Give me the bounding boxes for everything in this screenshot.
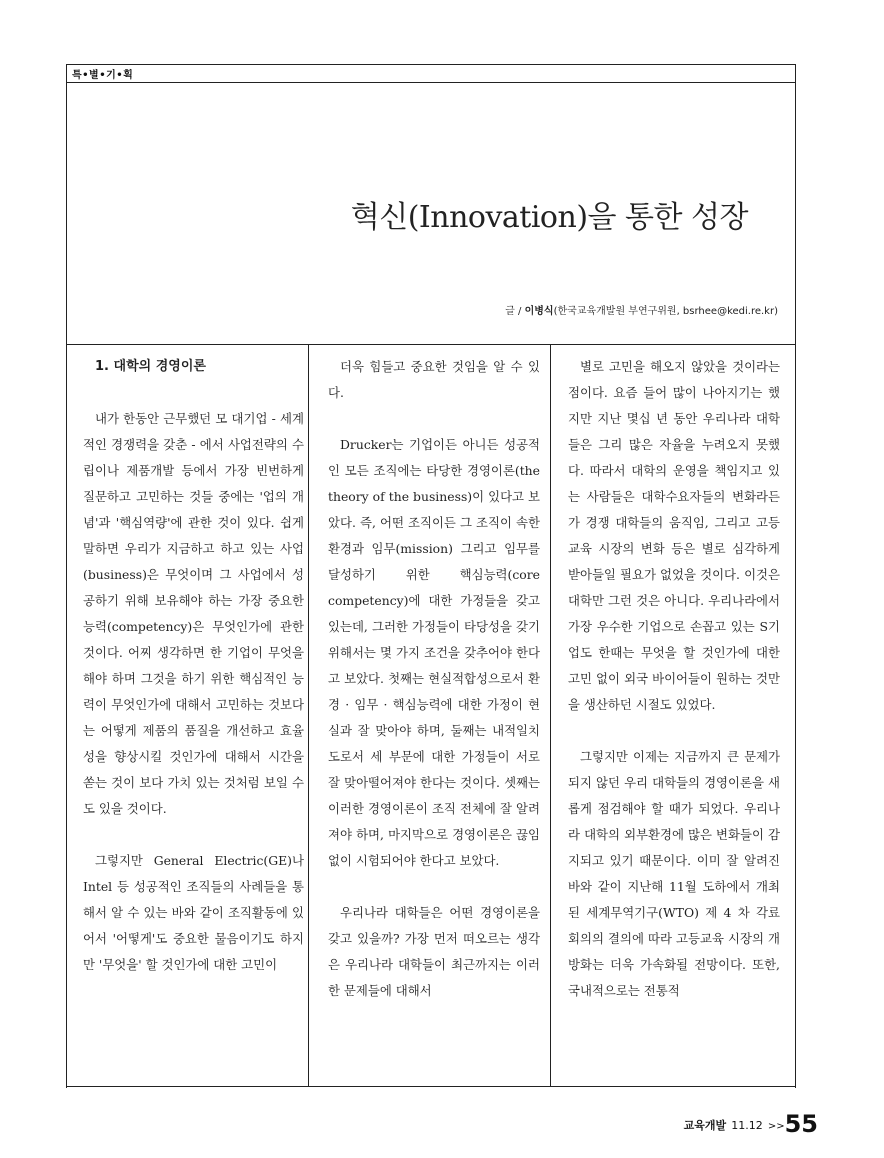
frame-bottom-rule <box>66 1086 796 1087</box>
article-title: 혁신(Innovation)을 통한 성장 <box>350 200 748 235</box>
byline-prefix: 글 / <box>505 306 525 317</box>
paragraph: 내가 한동안 근무했던 모 대기업 - 세계적인 경쟁력을 갖춘 - 에서 사업전략의 수립이나 제품개발 등에서 가장 빈번하게 질문하고 고민하는 것들 중에는 '업의 개념'과 '핵심역량'에 관한 것이 있다. 쉽게 말하면 우리가 지금하고 하고 있는 사업(business)은 무엇이며 그 사업에서 성공하기 위해 보유해야 하는 가장 중요한 능력(competency)은 무엇인가에 관한 것이다. 어찌 생각하면 한 기업이 무엇을 해야 하며 그것을 하기 위한 핵심적인 능력이 무엇인가에 대해서 고민하는 것보다는 어떻게 제품의 품질을 개선하고 효율성을 향상시킬 것인가에 대해서 시간을 쏟는 것이 보다 가치 있는 것처럼 보일 수도 있을 것이다. <box>83 411 304 816</box>
section-heading: 1. 대학의 경영이론 <box>95 359 206 374</box>
article-column-1 <box>83 354 304 978</box>
column-divider-1 <box>308 344 309 1086</box>
page-number: 55 <box>784 1110 818 1138</box>
magazine-name: 교육개발 <box>683 1119 727 1132</box>
paragraph: 그렇지만 General Electric(GE)나 Intel 등 성공적인 조직들의 사례들을 통해서 알 수 있는 바와 같이 조직활동에 있어서 '어떻게'도 중요한 물음이기도 하지만 '무엇을' 할 것인가에 대한 고민이 <box>83 853 304 972</box>
frame-top-rule <box>66 64 796 65</box>
paragraph: 더욱 힘들고 중요한 것임을 알 수 있다. <box>328 359 540 400</box>
header-bottom-rule <box>66 344 796 345</box>
paragraph: 그렇지만 이제는 지금까지 큰 문제가 되지 않던 우리 대학들의 경영이론을 새롭게 점검해야 할 때가 되었다. 우리나라 대학의 외부환경에 많은 변화들이 감지되고 있기 때문이다. 이미 잘 알려진 바와 같이 지난해 11월 도하에서 개최된 세계무역기구(WTO) 제 4 차 각료회의의 결의에 따라 고등교육 시장의 개방화는 더욱 가속화될 전망이다. 또한, 국내적으로는 전통적 <box>568 749 780 998</box>
section-tag-rule <box>66 82 796 83</box>
arrows-glyph: >> <box>767 1121 785 1132</box>
paragraph: 우리나라 대학들은 어떤 경영이론을 갖고 있을까? 가장 먼저 떠오르는 생각은 우리나라 대학들이 최근까지는 이러한 문제들에 대해서 <box>328 905 540 998</box>
article-column-3 <box>568 354 780 1004</box>
byline-author: 이병식 <box>524 306 554 317</box>
page-footer <box>684 1110 818 1138</box>
issue-number: 11.12 <box>731 1119 763 1132</box>
byline <box>505 302 778 317</box>
frame-left-rule <box>66 64 67 1088</box>
page-frame <box>66 64 796 1088</box>
byline-affiliation: (한국교육개발원 부연구위원, bsrhee@kedi.re.kr) <box>553 306 778 317</box>
article-column-2 <box>328 354 540 1004</box>
column-divider-2 <box>550 344 551 1086</box>
paragraph: Drucker는 기업이든 아니든 성공적인 모든 조직에는 타당한 경영이론(the theory of the business)이 있다고 보았다. 즉, 어떤 조직이든 그 조직이 속한 환경과 임무(mission) 그리고 임무를 달성하기 위한 핵심능력(core competency)에 대한 가정들을 갖고 있는데, 그러한 가정들이 타당성을 갖기 위해서는 몇 가지 조건을 갖추어야 한다고 보았다. 첫째는 현실적합성으로서 환경 · 임무 · 핵심능력에 대한 가정이 현실과 잘 맞아야 하며, 둘째는 내적일치도로서 세 부문에 대한 가정들이 서로 잘 맞아떨어져야 한다는 것이다. 셋째는 이러한 경영이론이 조직 전체에 잘 알려져야 하며, 마지막으로 경영이론은 끊임없이 시험되어야 한다고 보았다. <box>328 437 540 868</box>
frame-right-rule <box>795 64 796 1088</box>
paragraph: 별로 고민을 해오지 않았을 것이라는 점이다. 요즘 들어 많이 나아지기는 했지만 지난 몇십 년 동안 우리나라 대학들은 그리 많은 자율을 누려오지 못했다. 따라서 대학의 운영을 책임지고 있는 사람들은 대학수요자들의 변화라든가 경쟁 대학들의 움직임, 그리고 고등교육 시장의 변화 등은 별로 심각하게 받아들일 필요가 없었을 것이다. 이것은 대학만 그런 것은 아니다. 우리나라에서 가장 우수한 기업으로 손꼽고 있는 S기업도 한때는 무엇을 할 것인가에 대한 고민 없이 외국 바이어들이 원하는 것만을 생산하던 시절도 있었다. <box>568 359 780 712</box>
section-tag: 특•별•기•획 <box>72 70 134 81</box>
